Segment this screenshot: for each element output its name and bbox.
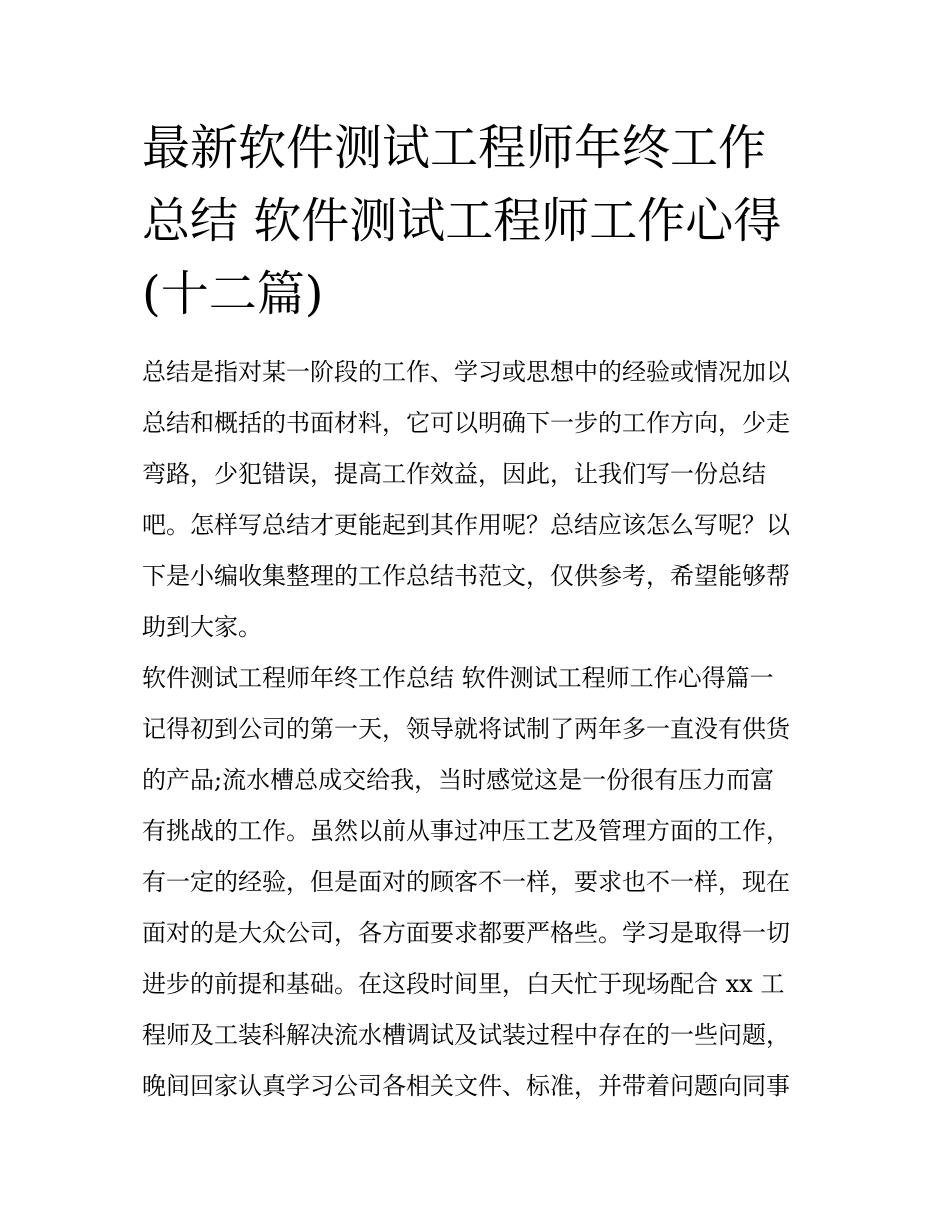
- body-line: 总结和概括的书面材料，它可以明确下一步的工作方向，少走: [142, 409, 790, 437]
- body-line: 的产品;流水槽总成交给我，当时感觉这是一份很有压力而富: [142, 766, 775, 794]
- body-line: 有一定的经验，但是面对的顾客不一样，要求也不一样，现在: [142, 868, 790, 896]
- body-line: 弯路，少犯错误，提高工作效益，因此，让我们写一份总结: [142, 460, 766, 488]
- body-line: 下是小编收集整理的工作总结书范文，仅供参考，希望能够帮: [142, 562, 790, 590]
- body-line: 记得初到公司的第一天，领导就将试制了两年多一直没有供货: [142, 715, 790, 743]
- title-line: 总结 软件测试工程师工作心得: [142, 193, 782, 249]
- document-body: [142, 347, 814, 1112]
- title-line: (十二篇): [142, 266, 324, 322]
- body-line: 面对的是大众公司，各方面要求都要严格些。学习是取得一切: [142, 919, 790, 947]
- body-line: 晚间回家认真学习公司各相关文件、标准，并带着问题向同事: [142, 1072, 790, 1100]
- body-line: 吧。怎样写总结才更能起到其作用呢？总结应该怎么写呢？以: [142, 511, 790, 539]
- title-line: 最新软件测试工程师年终工作: [142, 120, 767, 176]
- document-content: [142, 112, 814, 1112]
- body-line: 助到大家。: [142, 613, 262, 641]
- document-title: [142, 112, 814, 331]
- body-line: 有挑战的工作。虽然以前从事过冲压工艺及管理方面的工作，: [142, 817, 790, 845]
- section-heading: 软件测试工程师年终工作总结 软件测试工程师工作心得篇一: [142, 664, 774, 692]
- body-line: 程师及工装科解决流水槽调试及试装过程中存在的一些问题，: [142, 1021, 790, 1049]
- body-line: 进步的前提和基础。在这段时间里，白天忙于现场配合 xx 工: [142, 970, 785, 998]
- body-line: 总结是指对某一阶段的工作、学习或思想中的经验或情况加以: [142, 358, 790, 386]
